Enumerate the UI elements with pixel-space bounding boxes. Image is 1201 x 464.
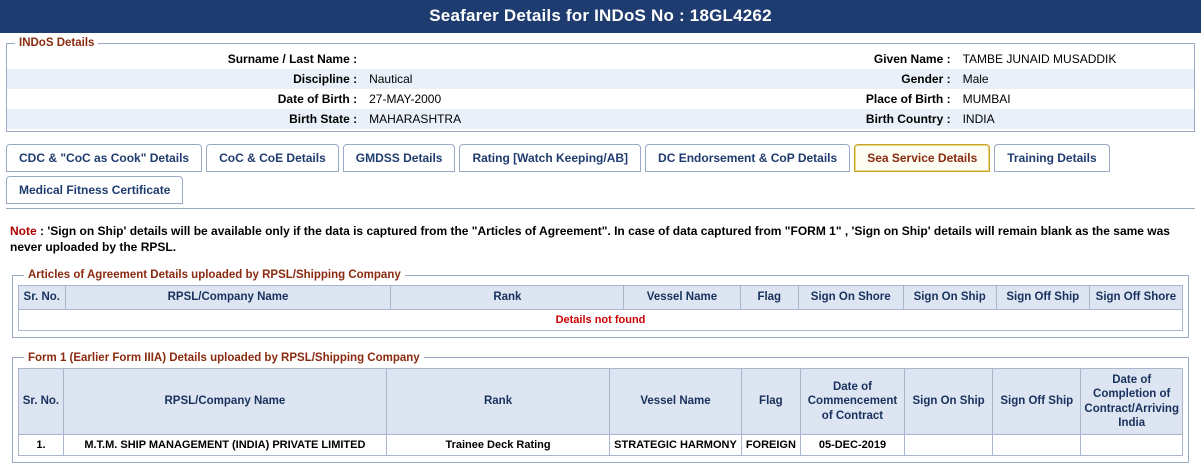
aoa-table [18, 285, 1183, 330]
aoa-header-sr-no: Sr. No. [19, 286, 66, 309]
form1-cell-company: M.T.M. SHIP MANAGEMENT (INDIA) PRIVATE LIMITED [63, 435, 386, 456]
form1-header-sr-no: Sr. No. [19, 368, 64, 435]
form1-cell-flag: FOREIGN [741, 435, 800, 456]
table-header-row [19, 368, 1183, 435]
form1-cell-date-commencement: 05-DEC-2019 [800, 435, 904, 456]
tab-row-primary [6, 144, 1195, 176]
form1-cell-sign-off-ship [993, 435, 1081, 456]
aoa-header-rank: Rank [391, 286, 624, 309]
form1-header-rank: Rank [386, 368, 609, 435]
note-text: : 'Sign on Ship' details will be available only if the data is captured from the "Articles of Agreement". In case of data captured from "FORM 1" , 'Sign on Ship' details will remain blank as the same was never uploaded by the RPSL. [10, 224, 1170, 255]
surname-value [363, 49, 600, 69]
tab-bar [6, 144, 1195, 209]
tab-coc-coe-details[interactable]: CoC & CoE Details [206, 144, 339, 172]
tab-cdc-coc-as-cook-details[interactable]: CDC & "CoC as Cook" Details [6, 144, 202, 172]
date-of-birth-value: 27-MAY-2000 [369, 92, 442, 106]
aoa-fieldset [12, 269, 1189, 337]
aoa-header-sign-off-shore: Sign Off Shore [1089, 286, 1182, 309]
table-header-row [19, 286, 1183, 309]
gender-value: Male [957, 69, 1194, 89]
form1-header-vessel: Vessel Name [610, 368, 742, 435]
tab-rating-watch-keeping-ab[interactable]: Rating [Watch Keeping/AB] [459, 144, 641, 172]
aoa-header-sign-on-shore: Sign On Shore [798, 286, 903, 309]
birth-state-label: Birth State : [7, 109, 363, 129]
aoa-header-flag: Flag [740, 286, 798, 309]
table-row [7, 109, 1194, 129]
form1-fieldset [12, 352, 1189, 464]
form1-cell-sign-on-ship [905, 435, 993, 456]
form1-header-flag: Flag [741, 368, 800, 435]
aoa-empty-message: Details not found [19, 309, 1183, 330]
form1-header-date-completion: Date of Completion of Contract/Arriving India [1081, 368, 1183, 435]
aoa-legend: Articles of Agreement Details uploaded by RPSL/Shipping Company [28, 269, 401, 282]
form1-header-sign-off-ship: Sign Off Ship [993, 368, 1081, 435]
discipline-label: Discipline : [7, 69, 363, 89]
articles-of-agreement-section [12, 269, 1189, 337]
place-of-birth-label: Place of Birth : [865, 92, 951, 106]
aoa-header-sign-on-ship: Sign On Ship [903, 286, 996, 309]
table-row [7, 69, 1194, 89]
form1-header-sign-on-ship: Sign On Ship [905, 368, 993, 435]
aoa-header-vessel: Vessel Name [624, 286, 740, 309]
indos-fieldset [6, 37, 1195, 132]
tab-dc-endorsement-cop-details[interactable]: DC Endorsement & CoP Details [645, 144, 850, 172]
sign-on-ship-note [10, 223, 1191, 255]
tab-gmdss-details[interactable]: GMDSS Details [343, 144, 456, 172]
indos-details-section [6, 37, 1195, 132]
surname-label: Surname / Last Name : [227, 52, 358, 66]
form1-legend: Form 1 (Earlier Form IIIA) Details uploaded by RPSL/Shipping Company [28, 351, 420, 364]
form1-section [12, 352, 1189, 464]
form1-cell-rank: Trainee Deck Rating [386, 435, 609, 456]
birth-country-label: Birth Country : [600, 109, 956, 129]
aoa-header-sign-off-ship: Sign Off Ship [996, 286, 1089, 309]
table-row [7, 89, 1194, 109]
discipline-value: Nautical [363, 69, 600, 89]
form1-table [18, 368, 1183, 457]
gender-label: Gender : [600, 69, 956, 89]
note-keyword: Note [10, 224, 37, 238]
place-of-birth-value: MUMBAI [962, 92, 1011, 106]
birth-state-value: MAHARASHTRA [363, 109, 600, 129]
date-of-birth-label: Date of Birth : [277, 92, 358, 106]
indos-table [7, 49, 1194, 129]
given-name-value: TAMBE JUNAID MUSADDIK [962, 52, 1117, 66]
table-row [19, 435, 1183, 456]
page-title: Seafarer Details for INDoS No : 18GL4262 [0, 0, 1201, 33]
form1-header-date-commencement: Date of Commencement of Contract [800, 368, 904, 435]
tab-medical-fitness-certificate[interactable]: Medical Fitness Certificate [6, 176, 183, 204]
given-name-label: Given Name : [873, 52, 951, 66]
form1-cell-sr-no: 1. [19, 435, 64, 456]
table-row-empty [19, 309, 1183, 330]
table-row [7, 49, 1194, 69]
form1-cell-date-completion [1081, 435, 1183, 456]
tab-training-details[interactable]: Training Details [994, 144, 1109, 172]
indos-legend: INDoS Details [19, 37, 95, 49]
form1-cell-vessel: STRATEGIC HARMONY [610, 435, 742, 456]
tab-sea-service-details[interactable]: Sea Service Details [854, 144, 990, 172]
birth-country-value: INDIA [957, 109, 1194, 129]
form1-header-company: RPSL/Company Name [63, 368, 386, 435]
aoa-header-company: RPSL/Company Name [65, 286, 391, 309]
tab-row-secondary [6, 176, 1195, 208]
